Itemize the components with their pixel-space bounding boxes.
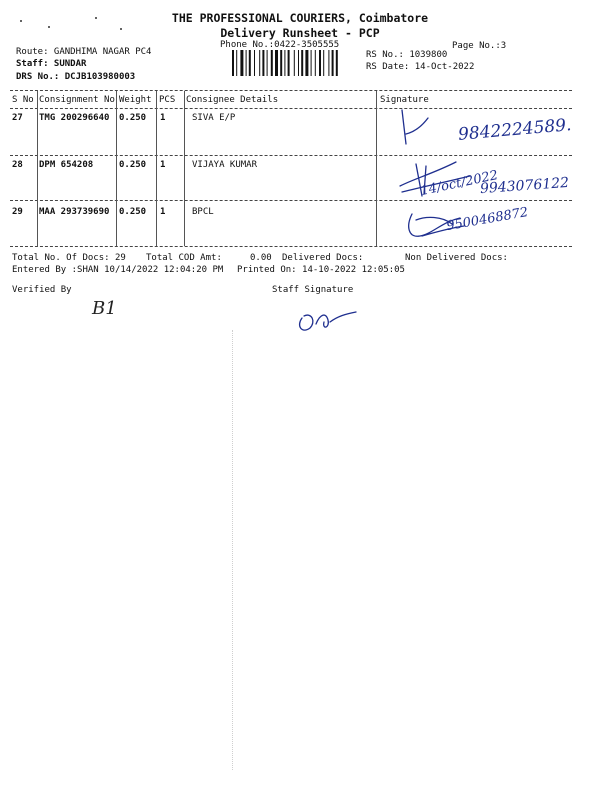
row-divider: [10, 200, 572, 201]
total-cod-value: 0.00: [250, 253, 272, 263]
row-consignment: TMG 200296640: [39, 113, 110, 123]
rs-date: RS Date: 14-Oct-2022: [366, 62, 475, 72]
scan-speck: [120, 28, 122, 30]
row-consignee: SIVA E/P: [192, 113, 236, 123]
company-title: THE PROFESSIONAL COURIERS, Coimbatore: [171, 11, 429, 25]
header-pcs: PCS: [159, 95, 176, 105]
scan-speck: [95, 17, 97, 19]
row-pcs: 1: [160, 113, 166, 123]
row-sno: 27: [12, 113, 23, 123]
drs-number: DRS No.: DCJB103980003: [16, 72, 136, 82]
column-divider: [156, 91, 157, 246]
row-sno: 29: [12, 207, 23, 217]
verified-by-label: Verified By: [12, 285, 72, 295]
staff-label: Staff: SUNDAR: [16, 59, 87, 69]
row28-date-handwritten: 14/oct/2022: [419, 167, 500, 200]
fold-line: [232, 330, 233, 770]
row-weight: 0.250: [119, 160, 147, 170]
row28-phone-handwritten: 9943076122: [479, 174, 570, 198]
non-delivered-docs: Non Delivered Docs:: [405, 253, 508, 263]
table-bottom-rule: [10, 246, 572, 247]
phone-number: Phone No.:0422-3505555: [220, 40, 340, 50]
header-sno: S No: [12, 95, 34, 105]
column-divider: [37, 91, 38, 246]
row-pcs: 1: [160, 207, 166, 217]
document-title: Delivery Runsheet - PCP: [220, 26, 380, 40]
table-header-rule: [10, 108, 572, 109]
delivered-docs: Delivered Docs:: [282, 253, 364, 263]
total-cod-label: Total COD Amt:: [146, 253, 222, 263]
row-pcs: 1: [160, 160, 166, 170]
row29-phone-handwritten: 9500468872: [445, 204, 530, 235]
row-consignment: DPM 654208: [39, 160, 94, 170]
staff-signature: [292, 300, 362, 336]
route-label: Route: GANDHIMA NAGAR PC4: [16, 47, 152, 57]
row-weight: 0.250: [119, 113, 147, 123]
scan-speck: [20, 20, 22, 22]
header-weight: Weight: [119, 95, 152, 105]
header-signature: Signature: [380, 95, 429, 105]
printed-on: Printed On: 14-10-2022 12:05:05: [237, 265, 405, 275]
total-docs: Total No. Of Docs: 29: [12, 253, 126, 263]
header-consignment: Consignment No: [39, 95, 115, 105]
header-consignee: Consignee Details: [186, 95, 279, 105]
signature-row27: [396, 104, 436, 154]
entered-by: Entered By :SHAN 10/14/2022 12:04:20 PM: [12, 265, 224, 275]
row-consignee: BPCL: [192, 207, 214, 217]
row-consignment: MAA 293739690: [39, 207, 110, 217]
column-divider: [116, 91, 117, 246]
row-divider: [10, 155, 572, 156]
scan-speck: [48, 26, 50, 28]
page-number: Page No.:3: [452, 41, 507, 51]
row-sno: 28: [12, 160, 23, 170]
barcode: [232, 50, 356, 76]
row-weight: 0.250: [119, 207, 147, 217]
row27-phone-handwritten: 9842224589.: [457, 115, 573, 145]
row-consignee: VIJAYA KUMAR: [192, 160, 258, 170]
rs-number: RS No.: 1039800: [366, 50, 448, 60]
staff-signature-label: Staff Signature: [272, 285, 354, 295]
table-top-rule: [10, 90, 572, 91]
column-divider: [184, 91, 185, 246]
verified-mark-handwritten: B1: [92, 298, 117, 319]
column-divider: [376, 91, 377, 246]
